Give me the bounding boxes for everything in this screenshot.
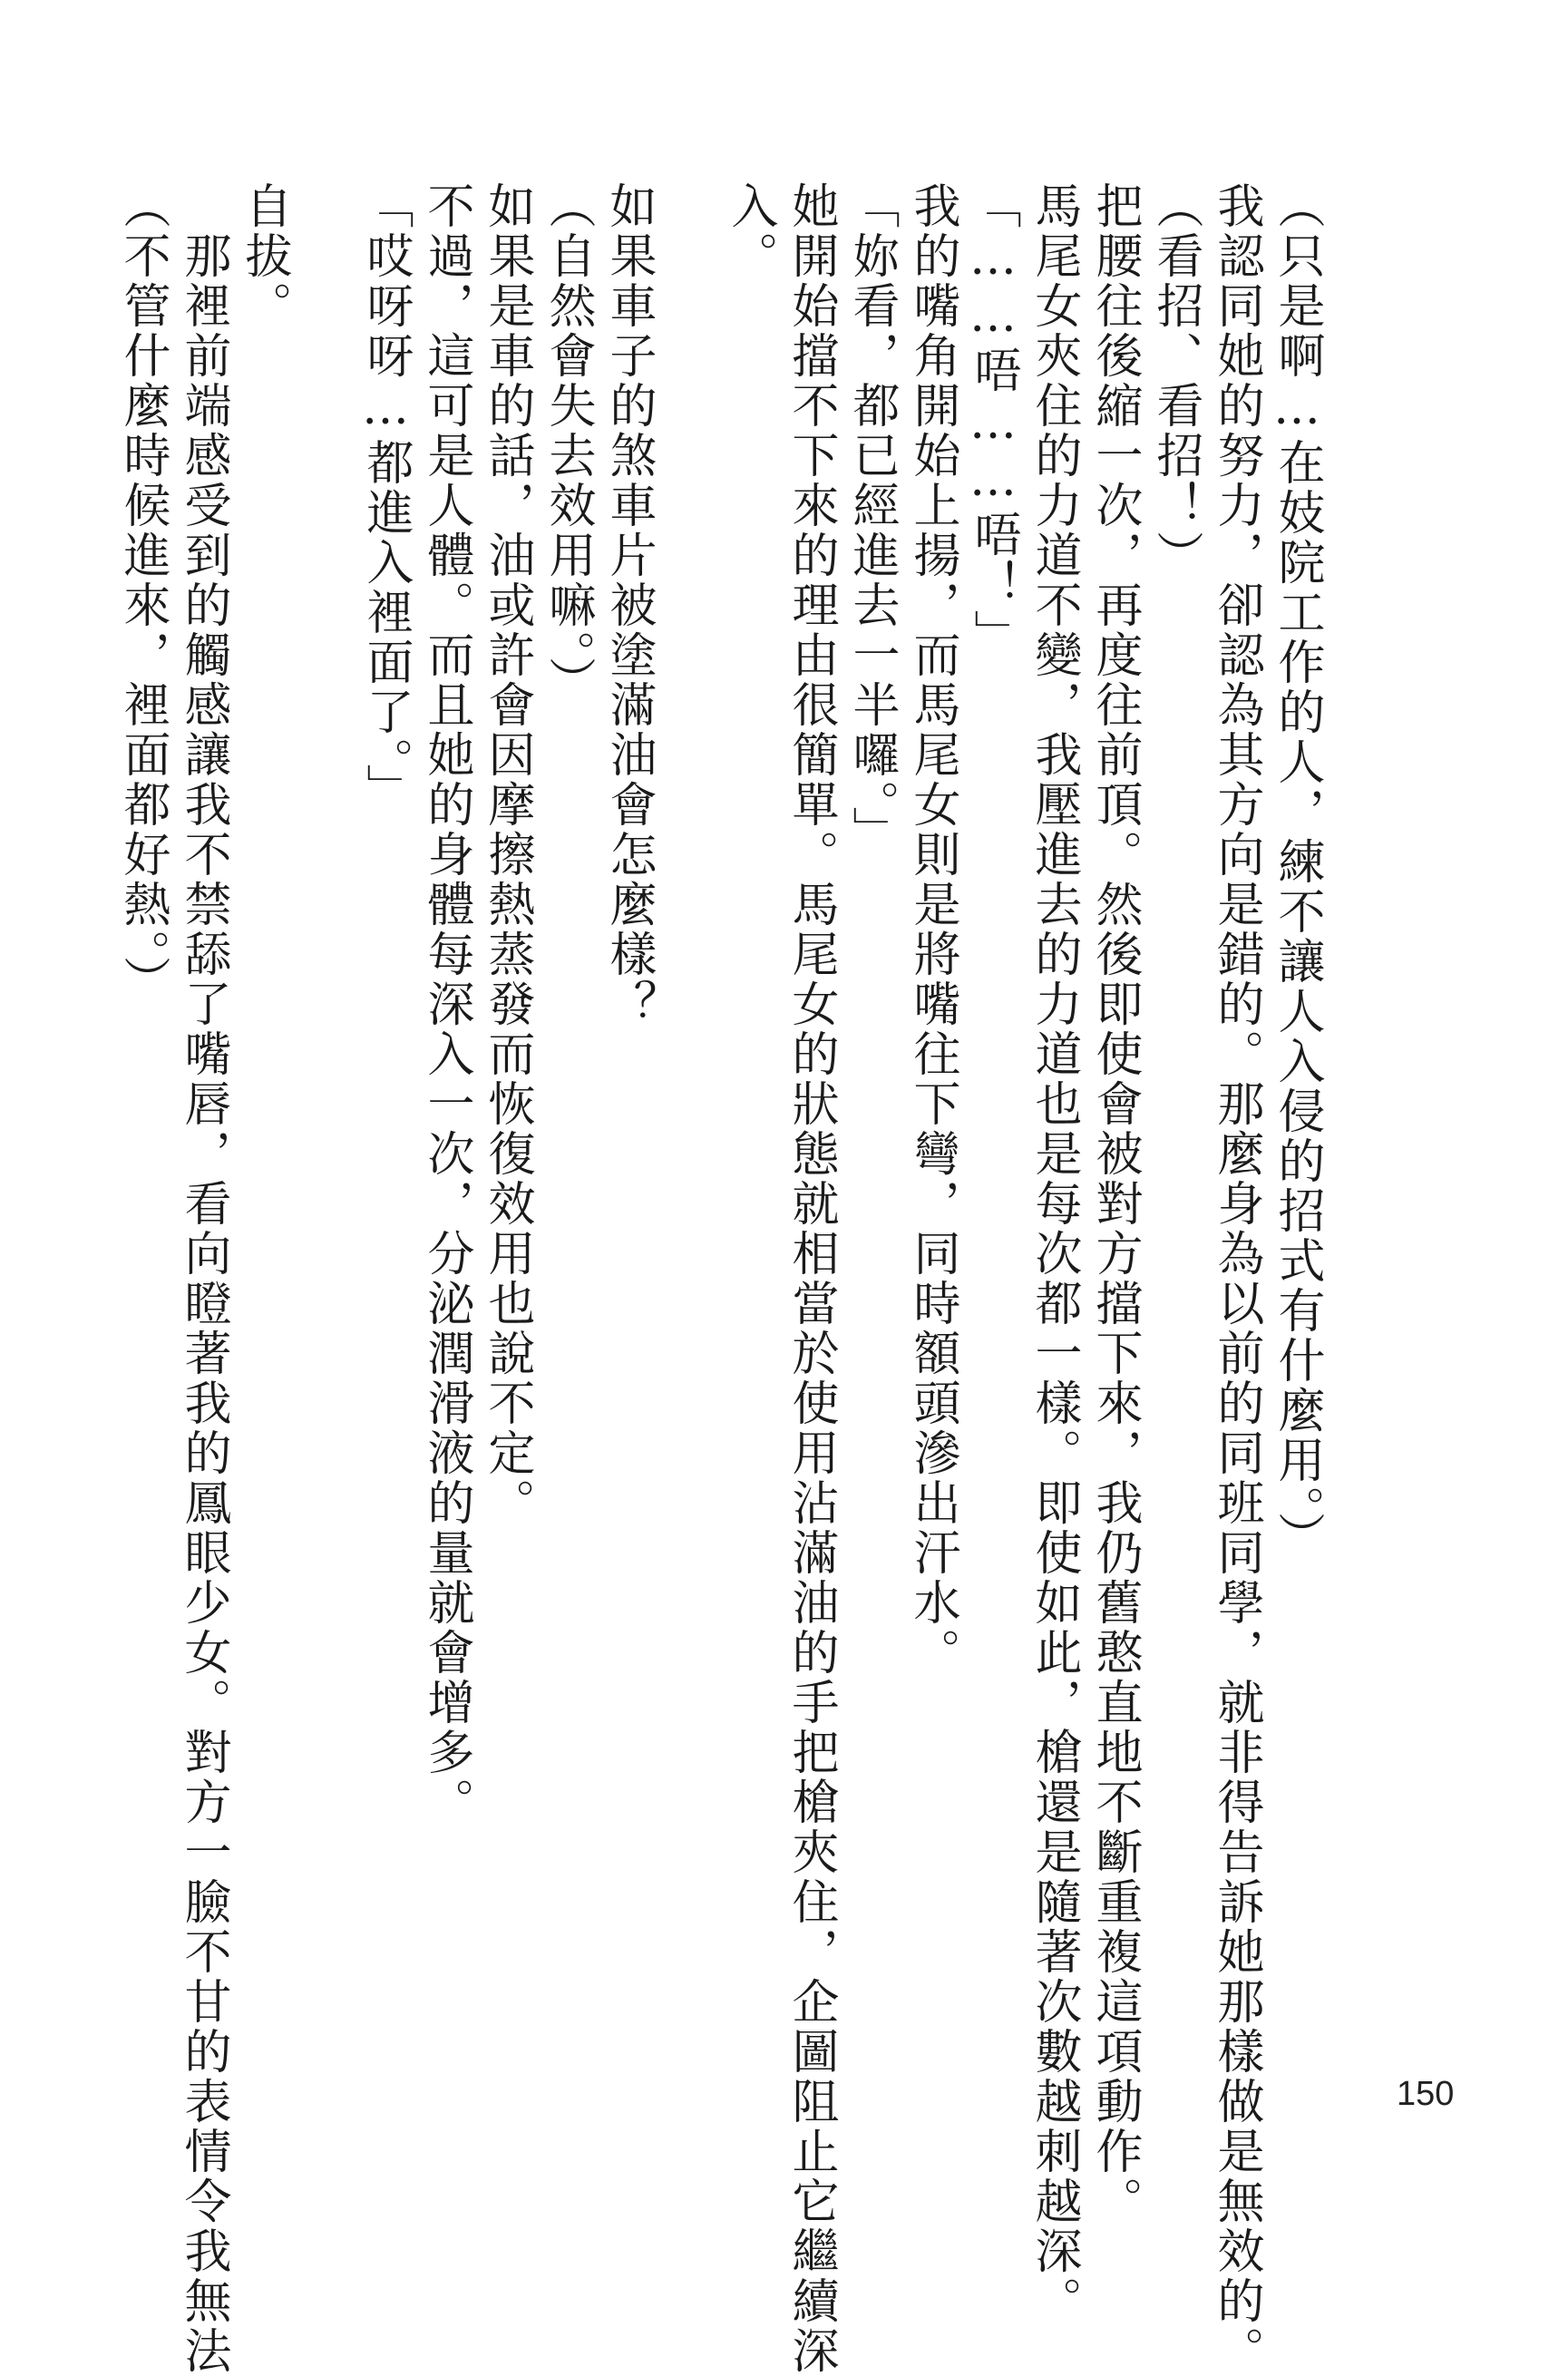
text-line: （只是啊…在妓院工作的人，練不讓人入侵的招式有什麼用。） bbox=[1270, 181, 1324, 1562]
text-line: 我認同她的努力，卻認為其方向是錯的。那麼身為以前的同班同學，就非得告訴她那樣做是無效的。 bbox=[1209, 181, 1263, 2376]
text-line: 馬尾女夾住的力道不變，我壓進去的力道也是每次都一樣。即使如此，槍還是隨著次數越刺越深。 bbox=[1027, 181, 1081, 2326]
text-line: （不管什麼時候進來，裡面都好熱。） bbox=[115, 181, 170, 1006]
vertical-text-block bbox=[112, 181, 1327, 2376]
page-number: 150 bbox=[1397, 2075, 1455, 2113]
text-line: 自拔。 bbox=[237, 181, 291, 331]
blank-line bbox=[658, 181, 719, 1995]
text-line: 她開始擋不下來的理由很簡單。馬尾女的狀態就相當於使用沾滿油的手把槍夾住，企圖阻止它繼續深 bbox=[784, 181, 838, 2376]
text-line: 那裡前端感受到的觸感讓我不禁舔了嘴唇，看向瞪著我的鳳眼少女。對方一臉不甘的表情令我無法 bbox=[176, 181, 230, 2376]
text-line: 「……唔……唔！」 bbox=[966, 181, 1020, 659]
text-line: 如果是車的話，油或許會因摩擦熱蒸發而恢復效用也說不定。 bbox=[480, 181, 534, 1528]
text-line: 入。 bbox=[723, 181, 777, 281]
blank-line bbox=[294, 181, 355, 1995]
text-line: 「妳看，都已經進去一半囉。」 bbox=[844, 181, 899, 856]
text-line: 我的嘴角開始上揚，而馬尾女則是將嘴往下彎，同時額頭滲出汗水。 bbox=[905, 181, 959, 1678]
text-line: 不過，這可是人體。而且她的身體每深入一次，分泌潤滑液的量就會增多。 bbox=[419, 181, 473, 1827]
text-line: （自然會失去效用嘛。） bbox=[541, 181, 595, 706]
text-line: 如果車子的煞車片被塗滿油會怎麼樣？ bbox=[601, 181, 656, 1029]
text-line: 「哎呀呀…都進入裡面了。」 bbox=[358, 181, 413, 813]
text-line: （看招、看招！） bbox=[1148, 181, 1203, 580]
text-line: 把腰往後縮一次，再度往前頂。然後即使會被對方擋下來，我仍舊憨直地不斷重複這項動作。 bbox=[1087, 181, 1142, 2226]
